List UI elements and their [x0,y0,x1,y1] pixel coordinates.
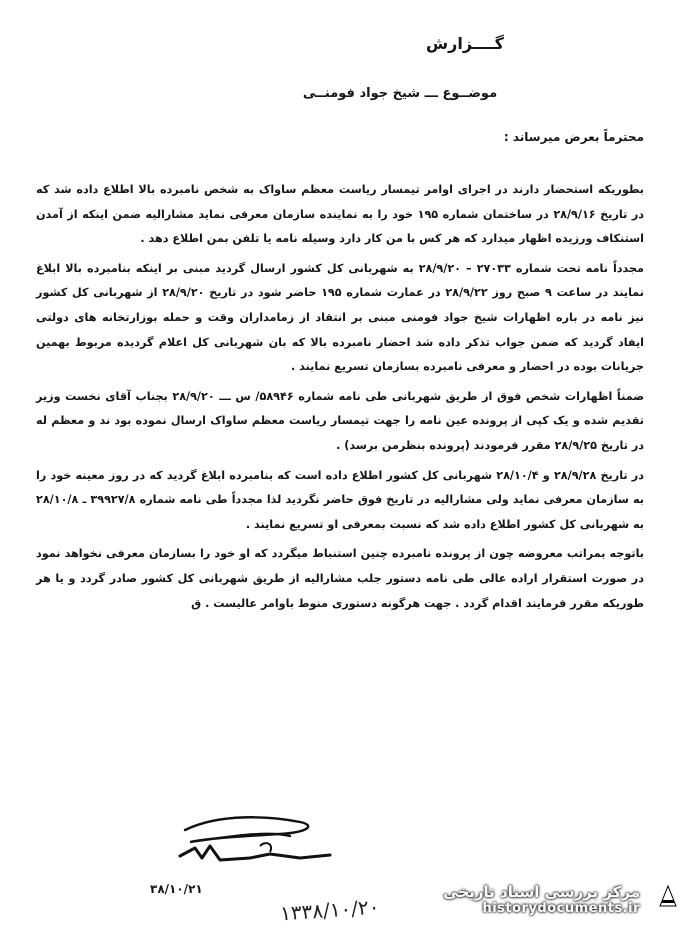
paragraph: باتوجه بمراتب معروضه چون از پرونده نامبرده چنین استنباط میگردد که او خود را بسازمان معرفی نخواهد نمود در صورت استقرار اراده عالی طی نامه دستور جلب مشارالیه از طریق شهربانی کل کشور صادر گردد و یا هر طوریکه مقرر فرمایند اقدام گردد . جهت هرگونه دستوری منوط باوامر عالیست . ق [36,547,644,610]
paragraph: بطوریکه استحضار دارند در اجرای اوامر تیمسار ریاست معظم ساواک به شخص نامبرده بالا اطلاع داده شد که در تاریخ ۲۸/۹/۱۶ در ساختمان شماره ۱۹۵ خود را به نماینده سازمان معرفی نماید مشارالیه ضمن اینکه از آمدن استنکاف ورزیده اظهار میدارد که هر کس با من کار دارد وسیله نامه یا تلفن بمن اطلاع دهد . [36,183,645,246]
document-body [36,178,644,621]
paragraph: در تاریخ ۲۸/۹/۲۸ و ۲۸/۱۰/۴ شهربانی کل کشور اطلاع داده است که بنامبرده ابلاغ گردید که در روز معینه خود را به سازمان معرفی نماید ولی مشارالیه در تاریخ فوق حاضر نگردید لذا مجدداً طی نامه شماره ۳۹۹۲۷/۸ ـ ۲۸/۱۰/۸ به شهربانی کل کشور اطلاع داده شد که نسبت بمعرفی او تسریع نمایند . [36,468,644,531]
signature [150,808,350,878]
archive-logo-icon [646,876,690,924]
paragraph: ضمناً اظهارات شخص فوق از طریق شهربانی طی نامه شماره ۵۸۹۴۶/ س ـــ ۲۸/۹/۲۰ بجناب آقای نخست وزیر تقدیم شده و یک کپی از پرونده عین نامه را جهت تیمسار ریاست معظم ساواک ارسال نموده بود ند و معظم له در تاریخ ۲۸/۹/۲۵ مقرر فرمودند (پرونده بنظرمن برسد) . [36,389,644,452]
watermark-url: historydocuments.ir [482,901,640,916]
paragraph: مجدداً نامه تحت شماره ۲۷۰۳۳ – ۲۸/۹/۲۰ به شهربانی کل کشور ارسال گردید مبنی بر اینکه بنامبرده بالا ابلاغ نمایند در ساعت ۹ صبح روز ۲۸/۹/۲۲ در عمارت شماره ۱۹۵ حاضر شود در تاریخ ۲۸/۹/۲۰ از شهربانی کل کشور نیز نامه در باره اظهارات شیخ جواد فومنی مبنی بر انتقاد از زمامداران وقت و حمله بوزارتخانه های دولتی ایفاد گردید که ضمن جواب تذکر داده شد احضار نامبرده بالا که بان شهربانی کل اعلام گردیده مربوط بهمین جریانات بوده در احضار و معرفی نامبرده بسازمان تسریع نمایند . [36,261,644,374]
document-subject: موضــوع ـــ شیخ جواد فومنــی [302,86,498,101]
handwritten-date: ۱۳۳۸/۱۰/۲۰ [279,894,381,926]
watermark [420,872,690,927]
salutation: محترماً بعرض میرساند : [503,130,644,144]
watermark-text [443,883,640,916]
signature-number: ۳۸/۱۰/۲۱ [150,882,203,896]
signature-scribble [150,808,350,878]
watermark-title: مرکز بررسی اسناد تاریخی [443,883,640,901]
document-title: گــــزارش [426,34,504,53]
